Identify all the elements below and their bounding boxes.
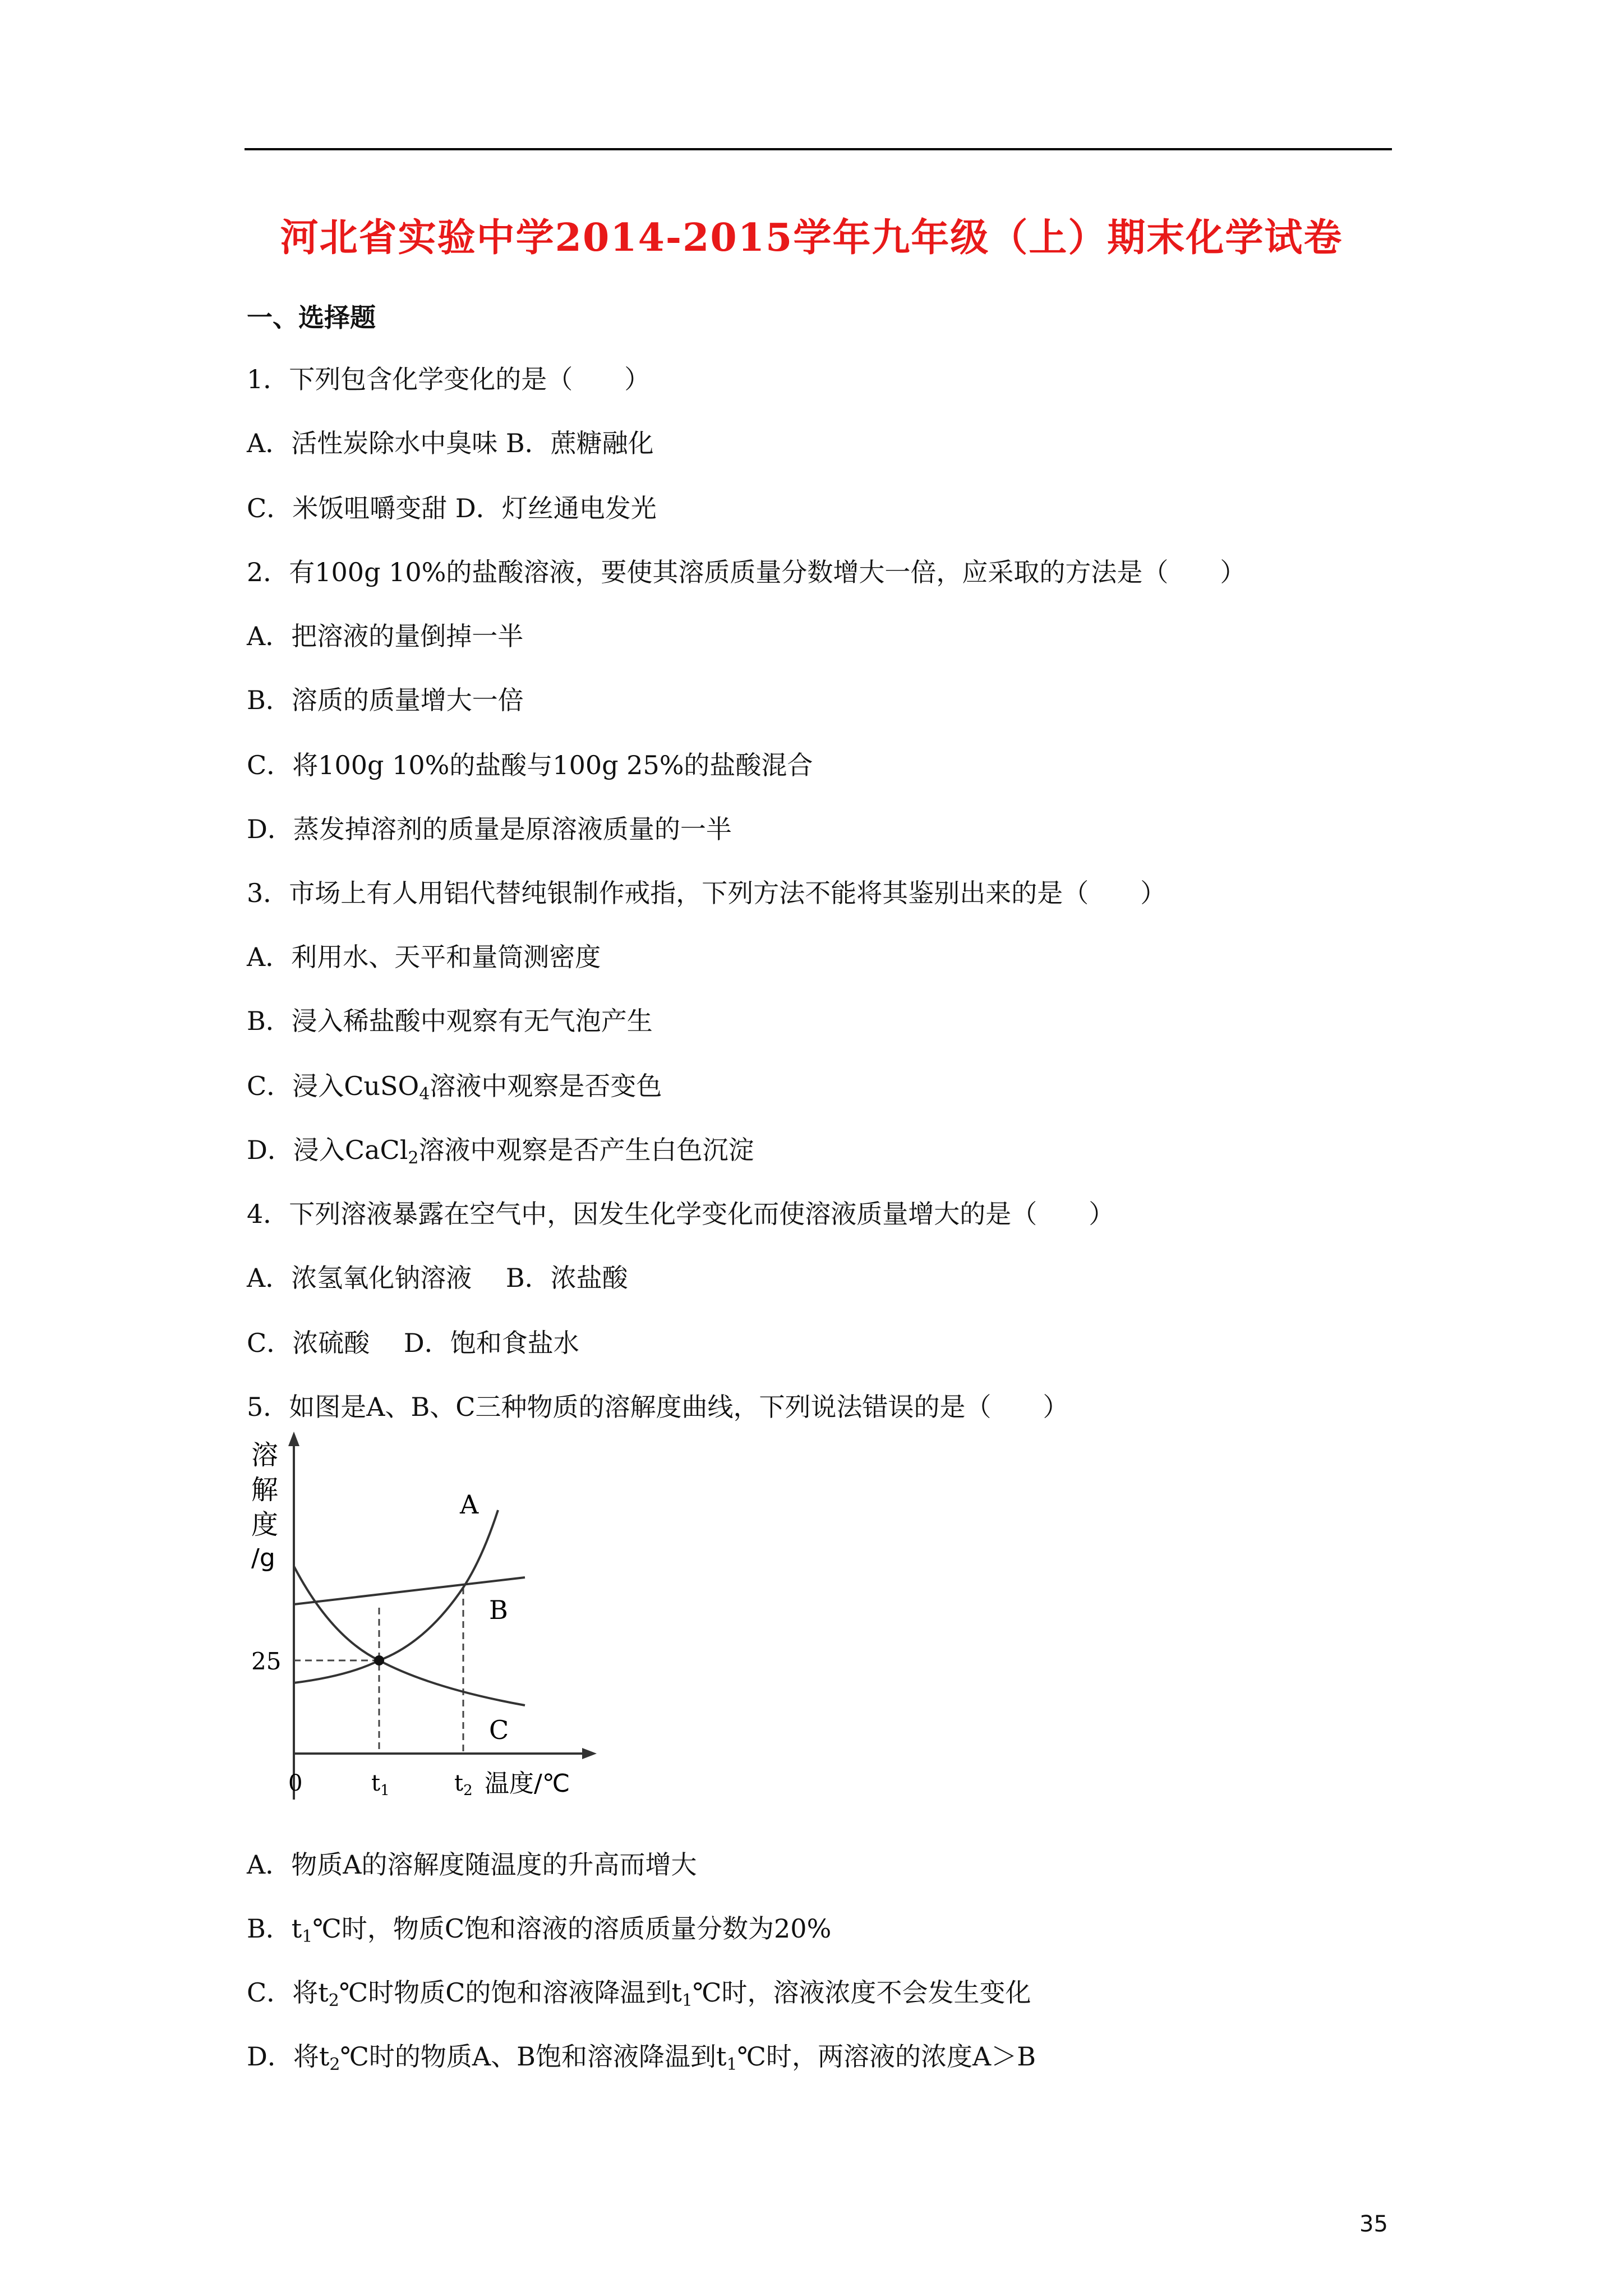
q3-option-a: A．利用水、天平和量筒测密度 [247, 942, 601, 972]
section-heading: 一、选择题 [247, 302, 376, 333]
q1-options-ab: A．活性炭除水中臭味 B．蔗糖融化 [247, 428, 654, 458]
page-number: 35 [1359, 2211, 1388, 2237]
document-title: 河北省实验中学2014-2015学年九年级（上）期末化学试卷 [280, 215, 1343, 260]
ylabel-char-4: /g [251, 1544, 275, 1572]
x-axis-label: 温度/℃ [485, 1769, 570, 1798]
q3-option-c: C．浸入CuSO$_4$溶液中观察是否变色 [247, 1071, 662, 1104]
series-label-a: A [460, 1489, 479, 1520]
q5-option-a: A．物质A的溶解度随温度的升高而增大 [247, 1849, 697, 1880]
x-origin-label: 0 [288, 1770, 303, 1796]
q4-options-cd: C．浓硫酸 D．饱和食盐水 [247, 1328, 579, 1358]
q5-option-c: C．将$t_2℃$时物质C的饱和溶液降温到$t_1℃$时，溶液浓度不会发生变化 [247, 1977, 1031, 2010]
x-tick-t2: $t_2$ [454, 1770, 473, 1799]
q3-option-b: B．浸入稀盐酸中观察有无气泡产生 [247, 1006, 653, 1036]
q5-option-b: B．$t_1℃$时，物质C饱和溶液的溶质质量分数为20% [247, 1913, 832, 1947]
header-rule [245, 148, 1392, 150]
q3-stem: 3．市场上有人用铝代替纯银制作戒指，下列方法不能将其鉴别出来的是（ ） [247, 878, 1166, 908]
series-label-c: C [489, 1715, 509, 1745]
q5-stem: 5．如图是A、B、C三种物质的溶解度曲线，下列说法错误的是（ ） [247, 1392, 1069, 1422]
q2-option-a: A．把溶液的量倒掉一半 [247, 621, 524, 651]
solubility-curve-figure [247, 1429, 600, 1811]
q2-option-b: B．溶质的质量增大一倍 [247, 685, 524, 715]
series-label-b: B [489, 1595, 508, 1625]
q1-options-cd: C．米饭咀嚼变甜 D．灯丝通电发光 [247, 493, 657, 523]
ylabel-char-3: 度 [251, 1509, 279, 1540]
q3-option-d: D．浸入CaCl$_2$溶液中观察是否产生白色沉淀 [247, 1135, 754, 1168]
q4-options-ab: A．浓氢氧化钠溶液 B．浓盐酸 [247, 1263, 628, 1293]
q1-stem: 1．下列包含化学变化的是（ ） [247, 364, 651, 394]
q4-stem: 4．下列溶液暴露在空气中，因发生化学变化而使溶液质量增大的是（ ） [247, 1199, 1115, 1229]
q2-option-c: C．将100g 10%的盐酸与100g 25%的盐酸混合 [247, 750, 813, 780]
intersection-point [374, 1655, 384, 1665]
q5-option-d: D．将$t_2℃$时的物质A、B饱和溶液降温到$t_1℃$时，两溶液的浓度A＞B [247, 2041, 1036, 2074]
x-tick-t1: $t_1$ [371, 1770, 390, 1799]
q2-stem: 2．有100g 10%的盐酸溶液，要使其溶质质量分数增大一倍，应采取的方法是（ ） [247, 557, 1246, 587]
q2-option-d: D．蒸发掉溶剂的质量是原溶液质量的一半 [247, 814, 732, 844]
y-tick-25: 25 [251, 1648, 282, 1675]
ylabel-char-2: 解 [251, 1474, 279, 1506]
ylabel-char-1: 溶 [251, 1439, 279, 1471]
